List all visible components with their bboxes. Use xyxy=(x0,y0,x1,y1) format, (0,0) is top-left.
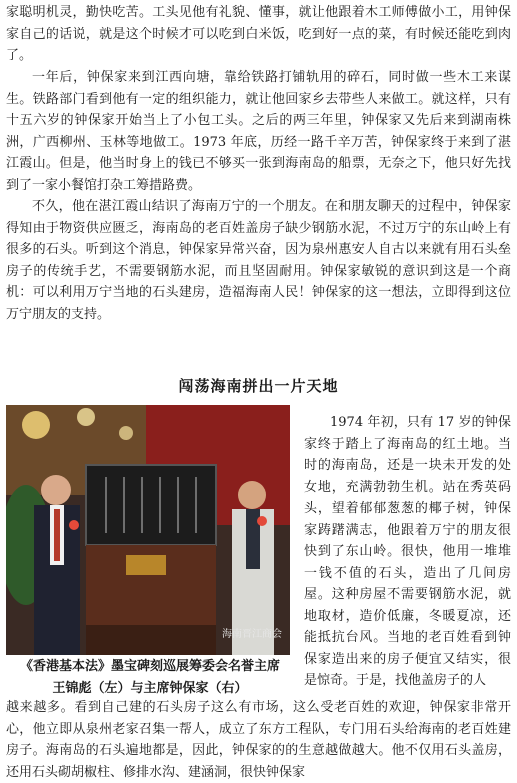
event-photo-illustration xyxy=(6,405,290,655)
caption-line-2: 王锦彪（左）与主席钟保家（右） xyxy=(52,681,248,696)
event-photo xyxy=(6,405,290,655)
photo-caption xyxy=(4,656,296,700)
caption-line-1: 《香港基本法》墨宝碑刻巡展筹委会名誉主席 xyxy=(19,659,280,674)
section-heading: 闯荡海南拼出一片天地 xyxy=(178,377,339,395)
paragraph-2: 一年后，钟保家来到江西向塘，靠给铁路打铺轨用的碎石，同时做一些木工来谋生。铁路部门看到他有一定的组织能力，就让他回家乡去带些人来做工。就这样，只有十五六岁的钟保家开始当上了小包工头。之后的两三年里，钟保家又先后来到湖南株洲，广西柳州、玉林等地做工。1973 年底，历经一路千辛万苦，钟保家终于来到了湛江霞山。但是，他当时身上的钱已不够买一张到海南岛的船票，无奈之下，他只好先找到了一家小餐馆打杂工筹措路费。 xyxy=(6,70,511,193)
continuation-paragraph: 越来越多。看到自己建的石头房子这么有市场，这么受老百姓的欢迎，钟保家非常开心，他立即从泉州老家召集一帮人，成立了东方工程队，专门用石头给海南的老百姓建房子。海南岛的石头遍地都是，因此，钟保家的的生意越做越大。他不仅用石头盖房，还用石头砌胡椒柱、修排水沟、建涵洞，很快钟保家 xyxy=(6,700,511,780)
side-paragraph: 1974 年初，只有 17 岁的钟保家终于踏上了海南岛的红土地。当时的海南岛，还是一块未开发的处女地，充满勃勃生机。站在秀英码头，望着郁郁葱葱的椰子树，钟保家踌躇满志，他跟着万宁的朋友很快到了东山岭。很快，他用一堆堆一钱不值的石头，造出了几间房屋。这种房屋不需要钢筋水泥，就地取材，造价低廉，冬暖夏凉，还能抵抗台风。当地的老百姓看到钟保家造出来的房子便宜又结实，很是惊奇。于是，找他盖房子的人 xyxy=(304,415,511,688)
paragraph-1: 家聪明机灵，勤快吃苦。工头见他有礼貌、懂事，就让他跟着木工师傅做小工，用钟保家自己的话说，就是这个时候才可以吃到白米饭，吃到好一点的菜，有时候还能吃到肉了。 xyxy=(6,5,511,63)
paragraph-3: 不久，他在湛江霞山结识了海南万宁的一个朋友。在和朋友聊天的过程中，钟保家得知由于物资供应匮乏，海南岛的老百姓盖房子缺少钢筋水泥，不过万宁的东山岭上有很多的石头。听到这个消息，钟保家异常兴奋，因为泉州惠安人自古以来就有用石头垒房子的传统手艺，不需要钢筋水泥，而且坚固耐用。钟保家敏锐的意识到这是一个商机：可以利用万宁当地的石头建房，造福海南人民！钟保家的这一想法，立即得到这位万宁朋友的支持。 xyxy=(6,199,511,322)
photo-watermark: 海南晋江商会 xyxy=(222,628,282,640)
